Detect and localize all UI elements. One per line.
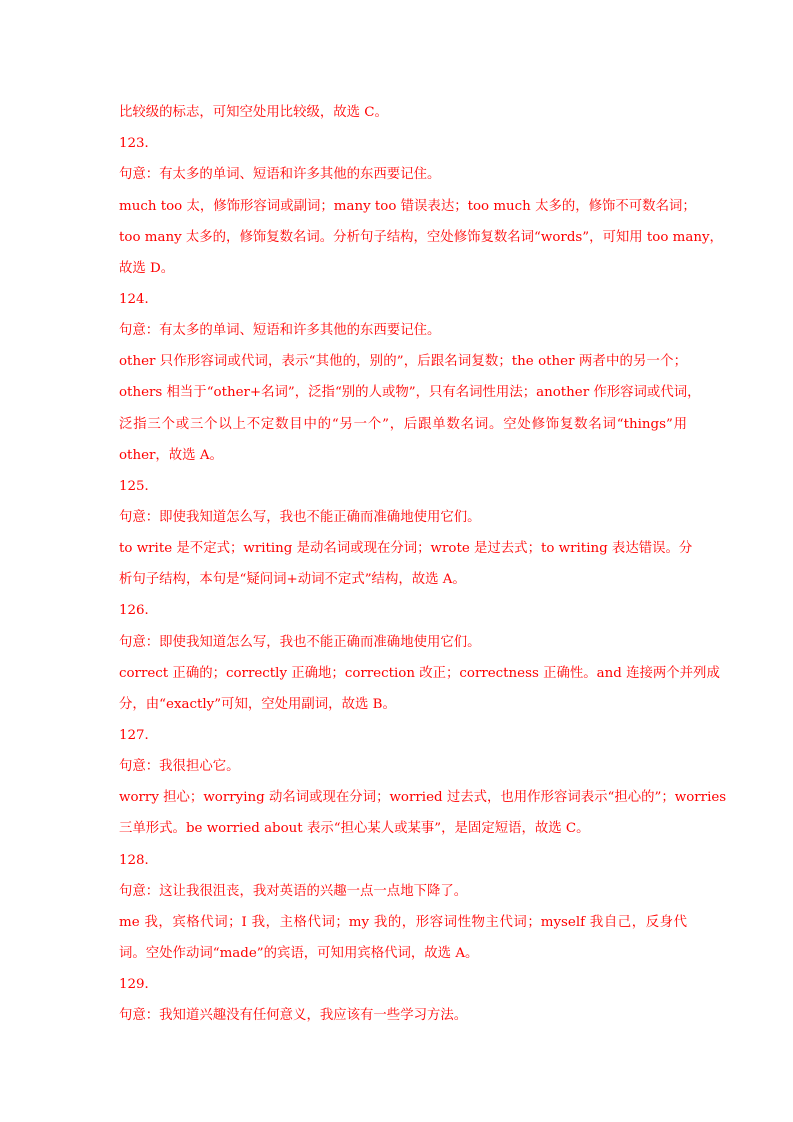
text-line: 比较级的标志，可知空处用比较级，故选 C。 (119, 105, 388, 120)
text-line: 泛指三个或三个以上不定数目中的“另一个”，后跟单数名词。空处修饰复数名词“things”用 (119, 417, 687, 432)
text-line: much too 太，修饰形容词或副词；many too 错误表达；too much 太多的，修饰不可数名词； (119, 199, 696, 214)
question-number: 127． (119, 728, 158, 743)
text-line: 故选 D。 (119, 261, 175, 276)
sentence-meaning: 句意：我很担心它。 (119, 759, 240, 774)
sentence-meaning: 句意：有太多的单词、短语和许多其他的东西要记住。 (119, 323, 441, 338)
text-line: to write 是不定式；writing 是动名词或现在分词；wrote 是过去式；to writing 表达错误。分 (119, 541, 693, 556)
text-line: 词。空处作动词“made”的宾语，可知用宾格代词，故选 A。 (119, 946, 479, 961)
sentence-meaning: 句意：有太多的单词、短语和许多其他的东西要记住。 (119, 167, 441, 182)
question-number: 129． (119, 977, 158, 992)
sentence-meaning: 句意：这让我很沮丧，我对英语的兴趣一点一点地下降了。 (119, 884, 468, 899)
text-line: other，故选 A。 (119, 448, 223, 463)
question-number: 126． (119, 603, 158, 618)
question-number: 125． (119, 479, 158, 494)
text-line: correct 正确的；correctly 正确地；correction 改正；correctness 正确性。and 连接两个并列成 (119, 666, 720, 681)
text-line: worry 担心；worrying 动名词或现在分词；worried 过去式，也用作形容词表示“担心的”；worries (119, 790, 727, 805)
text-line: others 相当于“other+名词”，泛指“别的人或物”，只有名词性用法；another 作形容词或代词， (119, 385, 701, 400)
question-number: 128． (119, 853, 158, 868)
question-number: 124． (119, 292, 158, 307)
text-line: 三单形式。be worried about 表示“担心某人或某事”，是固定短语，故选 C。 (119, 821, 590, 836)
text-line: other 只作形容词或代词，表示“其他的，别的”，后跟名词复数；the other 两者中的另一个； (119, 354, 687, 369)
question-number: 123． (119, 136, 158, 151)
sentence-meaning: 句意：即使我知道怎么写，我也不能正确而准确地使用它们。 (119, 635, 481, 650)
sentence-meaning: 句意：我知道兴趣没有任何意义，我应该有一些学习方法。 (119, 1008, 468, 1023)
text-line: 析句子结构，本句是“疑问词+动词不定式”结构，故选 A。 (119, 572, 466, 587)
text-line: me 我，宾格代词；I 我，主格代词；my 我的，形容词性物主代词；myself 我自己，反身代 (119, 915, 687, 930)
text-line: too many 太多的，修饰复数名词。分析句子结构，空处修饰复数名词“words”，可知用 too many， (119, 230, 723, 245)
text-line: 分，由“exactly”可知，空处用副词，故选 B。 (119, 697, 396, 712)
sentence-meaning: 句意：即使我知道怎么写，我也不能正确而准确地使用它们。 (119, 510, 481, 525)
